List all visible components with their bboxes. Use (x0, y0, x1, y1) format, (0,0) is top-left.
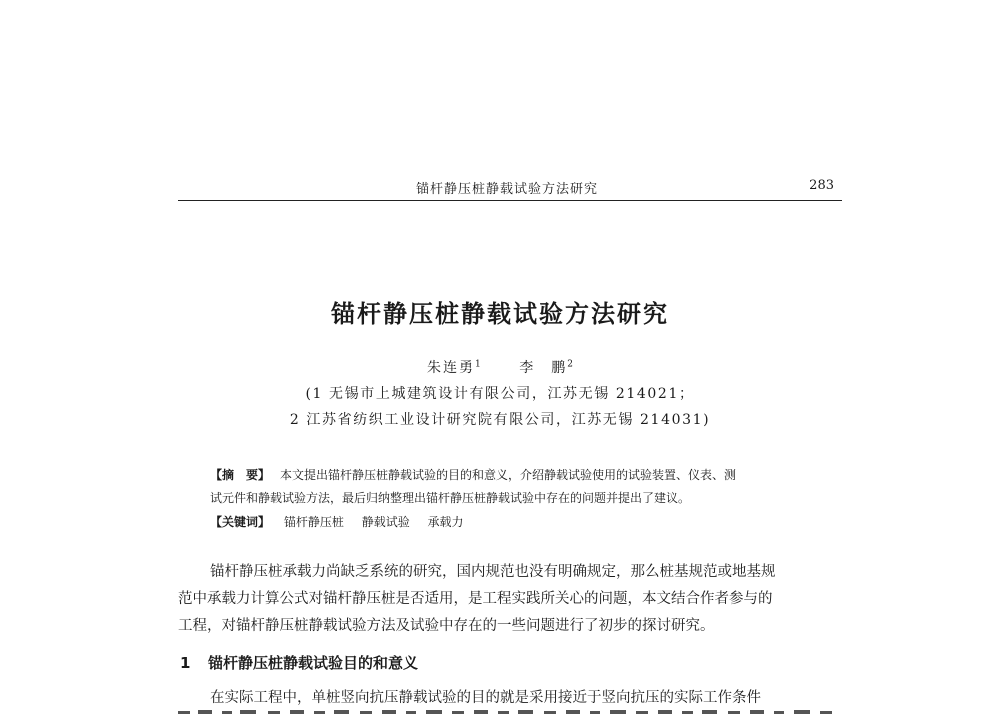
author-2-affil-mark: 2 (567, 359, 573, 370)
author-1-affil-mark: 1 (475, 359, 481, 370)
section-1-first-line: 在实际工程中，单桩竖向抗压静载试验的目的就是采用接近于竖向抗压的实际工作条件 (210, 690, 761, 706)
section-1-number: 1 (180, 654, 191, 672)
affiliation-1: (1 无锡市上城建筑设计有限公司，江苏无锡 214021； (305, 386, 695, 402)
keyword-3: 承载力 (427, 515, 464, 529)
running-header (178, 176, 842, 196)
intro-line-1 (178, 559, 846, 586)
header-rule (178, 200, 842, 201)
abstract-label: 【摘 要】 (210, 468, 271, 482)
intro-line-2: 范中承载力计算公式对锚杆静压桩是否适用，是工程实践所关心的问题，本文结合作者参与的 (178, 591, 773, 607)
section-1-heading (180, 652, 418, 673)
abstract (210, 464, 820, 510)
abstract-line-1 (210, 464, 820, 487)
author-2 (519, 357, 573, 377)
paper-title: 锚杆静压桩静载试验方法研究 (331, 300, 669, 328)
author-1-name: 朱连勇 (427, 360, 476, 376)
abstract-line-2: 试元件和静载试验方法，最后归纳整理出锚杆静压桩静载试验中存在的问题并提出了建议。 (210, 491, 691, 505)
intro-line-3: 工程，对锚杆静压桩静载试验方法及试验中存在的一些问题进行了初步的探讨研究。 (178, 618, 715, 634)
author-list (0, 357, 1000, 377)
intro-text-1: 锚杆静压桩承载力尚缺乏系统的研究，国内规范也没有明确规定，那么桩基规范或地基规 (210, 564, 776, 580)
keyword-1: 锚杆静压桩 (283, 515, 344, 529)
running-title: 锚杆静压桩静载试验方法研究 (416, 182, 599, 197)
section-1-paragraph (178, 685, 846, 712)
author-2-name: 李 鹏 (519, 360, 568, 376)
page-number: 283 (809, 178, 834, 193)
cut-off-text-line (178, 709, 838, 714)
abstract-text-1: 本文提出锚杆静压桩静载试验的目的和意义，介绍静载试验使用的试验装置、仪表、测 (280, 468, 737, 482)
section-1-title: 锚杆静压桩静载试验目的和意义 (208, 654, 419, 672)
keywords (210, 512, 478, 532)
author-1 (427, 357, 481, 377)
affiliation-2: 2 江苏省纺织工业设计研究院有限公司，江苏无锡 214031) (289, 412, 711, 428)
intro-paragraph (178, 559, 846, 640)
keyword-2: 静载试验 (361, 515, 410, 529)
keywords-label: 【关键词】 (210, 515, 271, 529)
